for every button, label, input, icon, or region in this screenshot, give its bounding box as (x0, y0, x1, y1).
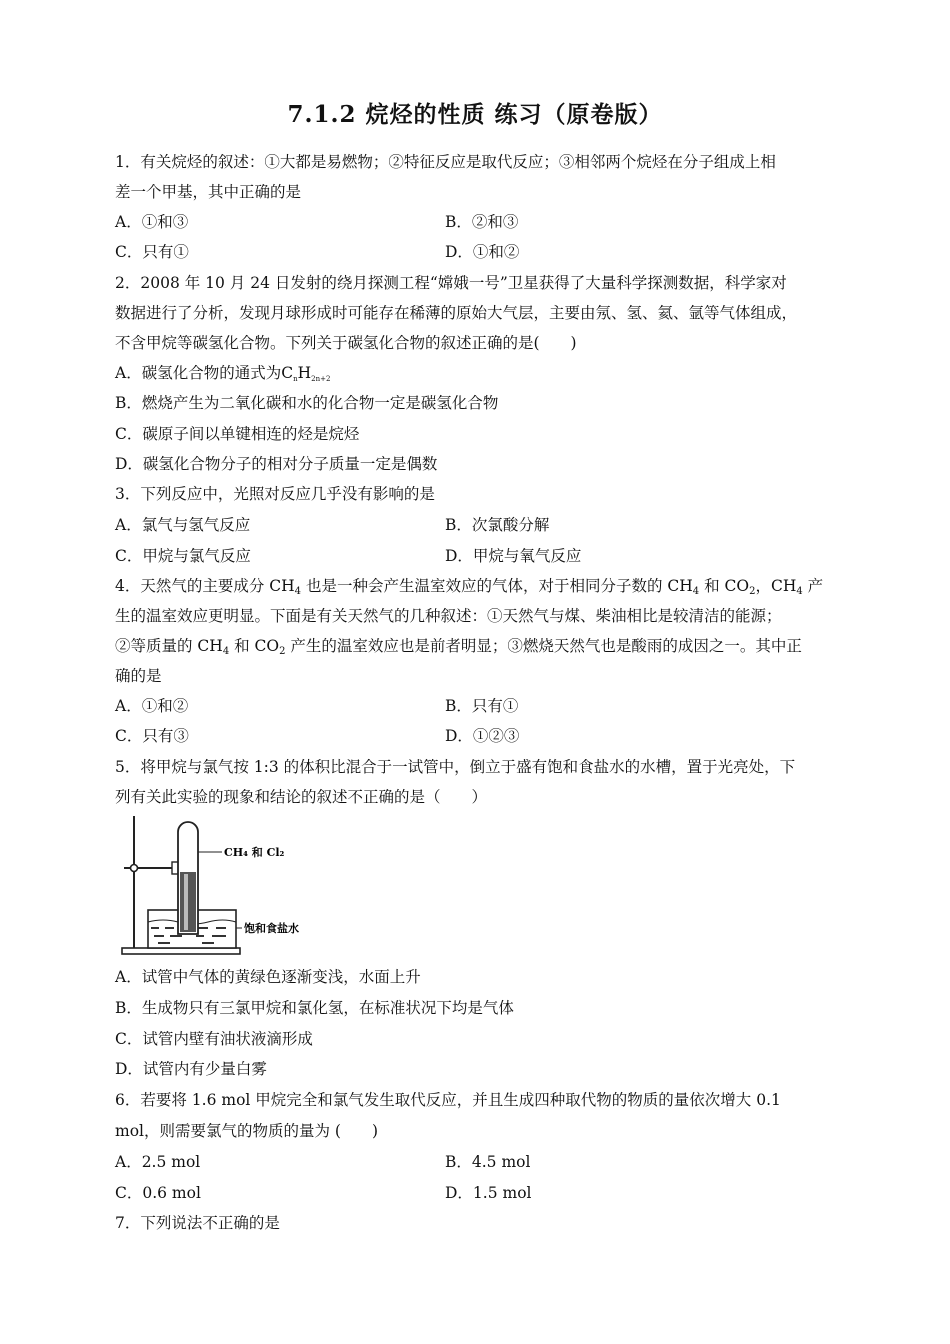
q3-option-c[interactable]: C．甲烷与氯气反应 (115, 547, 251, 565)
gas-label: CH₄ 和 Cl₂ (224, 846, 285, 859)
q2-option-b[interactable]: B．燃烧产生为二氧化碳和水的化合物一定是碳氢化合物 (115, 394, 499, 412)
general-formula: $C_nH_{2n+2}$ (281, 364, 331, 383)
q2-option-a[interactable] (115, 363, 330, 383)
q3-option-b[interactable]: B．次氯酸分解 (445, 516, 550, 534)
q6-option-b[interactable]: B．4.5 mol (445, 1153, 531, 1171)
q4-option-b[interactable]: B．只有① (445, 697, 519, 715)
page-title: 7.1.2 烷烃的性质 练习（原卷版） (287, 101, 663, 128)
q4-stem-line3: ②等质量的 $CH_4$ 和 $CO_2$ 产生的温室效应也是前者明显；③燃烧天然气也是酸雨的成因之一。其中正 (115, 637, 802, 657)
q6-option-c[interactable]: C．0.6 mol (115, 1184, 201, 1202)
q4-stem-line2: 生的温室效应更明显。下面是有关天然气的几种叙述：①天然气与煤、柴油相比是较清洁的能源； (115, 607, 782, 625)
q3-stem: 3．下列反应中，光照对反应几乎没有影响的是 (115, 485, 435, 503)
clamp-knob (131, 865, 138, 872)
q4-option-a[interactable]: A．①和② (115, 697, 189, 715)
q4-stem-line1: 4．天然气的主要成分 $CH_4$ 也是一种会产生温室效应的气体，对于相同分子数的 $CH_4$ 和 $CO_2$，$CH_4$ 产 (115, 577, 824, 597)
q2-option-c[interactable]: C．碳原子间以单键相连的烃是烷烃 (115, 425, 360, 443)
q4-stem-line4: 确的是 (115, 667, 162, 685)
q2-option-d[interactable]: D．碳氢化合物分子的相对分子质量一定是偶数 (115, 455, 438, 473)
q6-stem-line1: 6．若要将 1.6 mol 甲烷完全和氯气发生取代反应，并且生成四种取代物的物质的量依次增大 0.1 (115, 1091, 781, 1109)
q1-stem-line2: 差一个甲基，其中正确的是 (115, 183, 302, 201)
tube-reflection (184, 874, 188, 930)
q2-stem-line1: 2．2008 年 10 月 24 日发射的绕月探测工程“嫦娥一号”卫星获得了大量科学探测数据，科学家对 (115, 274, 787, 292)
q6-stem-line2: mol，则需要氯气的物质的量为 ( ) (115, 1122, 379, 1140)
q3-option-a[interactable]: A．氯气与氢气反应 (115, 516, 251, 534)
q1-option-d[interactable]: D．①和② (445, 243, 520, 261)
experiment-apparatus-figure (118, 812, 333, 960)
q2-stem-line3: 不含甲烷等碳氢化合物。下列关于碳氢化合物的叙述正确的是( ) (115, 334, 577, 352)
q5-stem-line1: 5．将甲烷与氯气按 1:3 的体积比混合于一试管中，倒立于盛有饱和食盐水的水槽，置于光亮处，下 (115, 758, 796, 776)
q1-stem-line1: 1．有关烷烃的叙述：①大都是易燃物；②特征反应是取代反应；③相邻两个烷烃在分子组成上相 (115, 153, 776, 171)
q5-stem-line2: 列有关此实验的现象和结论的叙述不正确的是（ ） (115, 788, 488, 806)
liquid-label: 饱和食盐水 (244, 922, 299, 935)
q4-option-c[interactable]: C．只有③ (115, 727, 189, 745)
stand-base (122, 948, 240, 954)
q5-option-d[interactable]: D．试管内有少量白雾 (115, 1060, 267, 1078)
q2-stem-line2: 数据进行了分析，发现月球形成时可能存在稀薄的原始大气层，主要由氖、氢、氦、氩等气体组成， (115, 304, 798, 322)
q1-option-b[interactable]: B．②和③ (445, 213, 519, 231)
q1-option-a[interactable]: A．①和③ (115, 213, 189, 231)
q3-option-d[interactable]: D．甲烷与氧气反应 (445, 547, 582, 565)
q5-option-a[interactable]: A．试管中气体的黄绿色逐渐变浅，水面上升 (115, 968, 421, 986)
q2-option-a-text: A．碳氢化合物的通式为 (115, 364, 282, 382)
q6-option-a[interactable]: A．2.5 mol (115, 1153, 201, 1171)
q1-option-c[interactable]: C．只有① (115, 243, 189, 261)
q4-option-d[interactable]: D．①②③ (445, 727, 520, 745)
q7-stem: 7．下列说法不正确的是 (115, 1214, 280, 1232)
q5-option-b[interactable]: B．生成物只有三氯甲烷和氯化氢，在标准状况下均是气体 (115, 999, 514, 1017)
q5-option-c[interactable]: C．试管内壁有油状液滴形成 (115, 1030, 313, 1048)
q6-option-d[interactable]: D．1.5 mol (445, 1184, 532, 1202)
